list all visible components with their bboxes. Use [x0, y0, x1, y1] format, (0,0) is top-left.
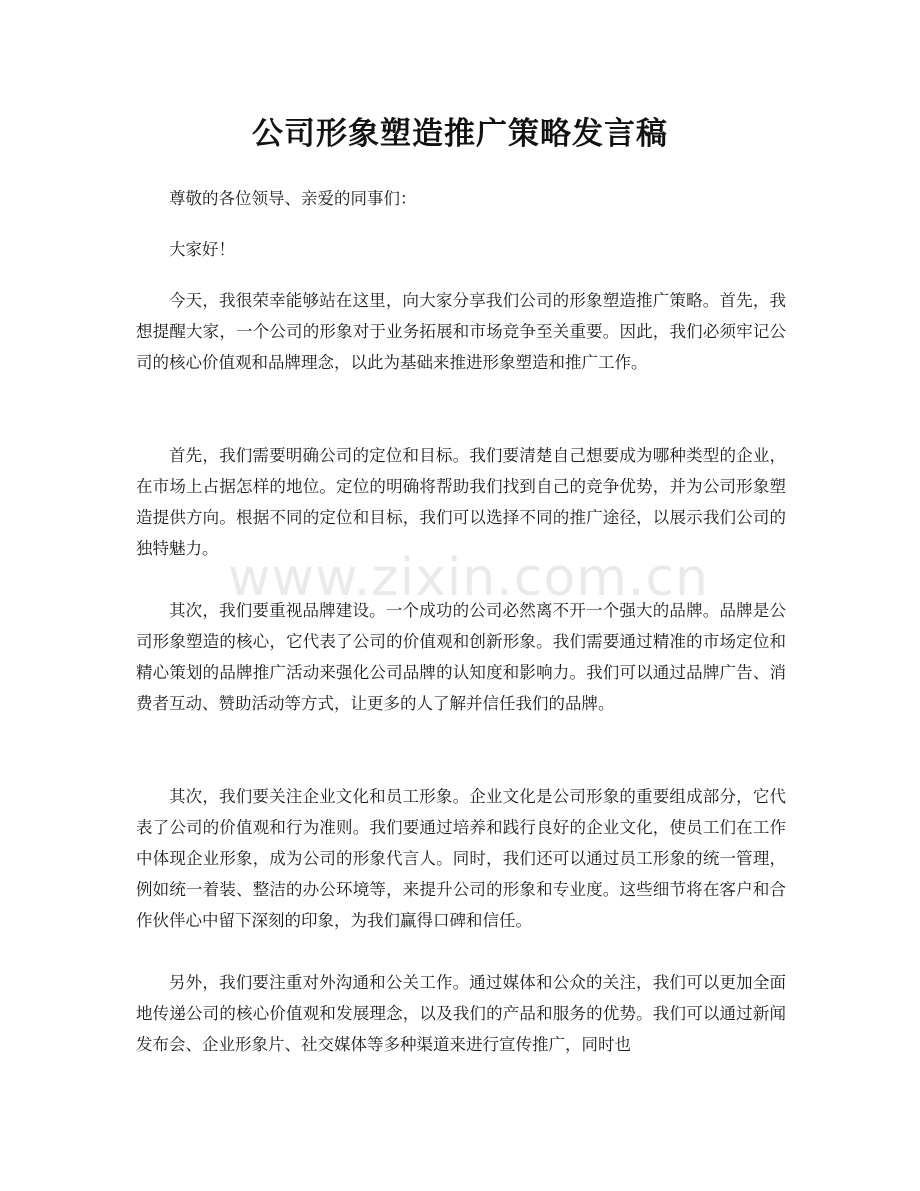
salutation-paragraph: 尊敬的各位领导、亲爱的同事们： [169, 189, 417, 208]
watermark: www.zixin.com.cn [228, 548, 709, 608]
positioning-paragraph: 首先，我们需要明确公司的定位和目标。我们要清楚自己想要成为哪种类型的企业，在市场上占据怎样的地位。定位的明确将帮助我们找到自己的竞争优势，并为公司形象塑造提供方向。根据不同的定位和目标，我们可以选择不同的推广途径，以展示我们公司的独特魅力。 [136, 446, 786, 558]
document-title: 公司形象塑造推广策略发言稿 [252, 116, 668, 152]
brand-paragraph: 其次，我们要重视品牌建设。一个成功的公司必然离不开一个强大的品牌。品牌是公司形象塑造的核心，它代表了公司的价值观和创新形象。我们需要通过精准的市场定位和精心策划的品牌推广活动来强化公司品牌的认知度和影响力。我们可以通过品牌广告、消费者互动、赞助活动等方式，让更多的人了解并信任我们的品牌。 [136, 601, 786, 713]
communication-paragraph: 另外，我们要注重对外沟通和公关工作。通过媒体和公众的关注，我们可以更加全面地传递公司的核心价值观和发展理念，以及我们的产品和服务的优势。我们可以通过新闻发布会、企业形象片、社交媒体等多种渠道来进行宣传推广，同时也 [136, 973, 786, 1054]
culture-paragraph: 其次，我们要关注企业文化和员工形象。企业文化是公司形象的重要组成部分，它代表了公司的价值观和行为准则。我们要通过培养和践行良好的企业文化，使员工们在工作中体现企业形象，成为公司的形象代言人。同时，我们还可以通过员工形象的统一管理，例如统一着装、整洁的办公环境等，来提升公司的形象和专业度。这些细节将在客户和合作伙伴心中留下深刻的印象，为我们赢得口碑和信任。 [136, 787, 786, 930]
intro-paragraph: 今天，我很荣幸能够站在这里，向大家分享我们公司的形象塑造推广策略。首先，我想提醒大家，一个公司的形象对于业务拓展和市场竞争至关重要。因此，我们必须牢记公司的核心价值观和品牌理念，以此为基础来推进形象塑造和推广工作。 [136, 291, 786, 372]
greeting-paragraph: 大家好！ [169, 240, 235, 259]
